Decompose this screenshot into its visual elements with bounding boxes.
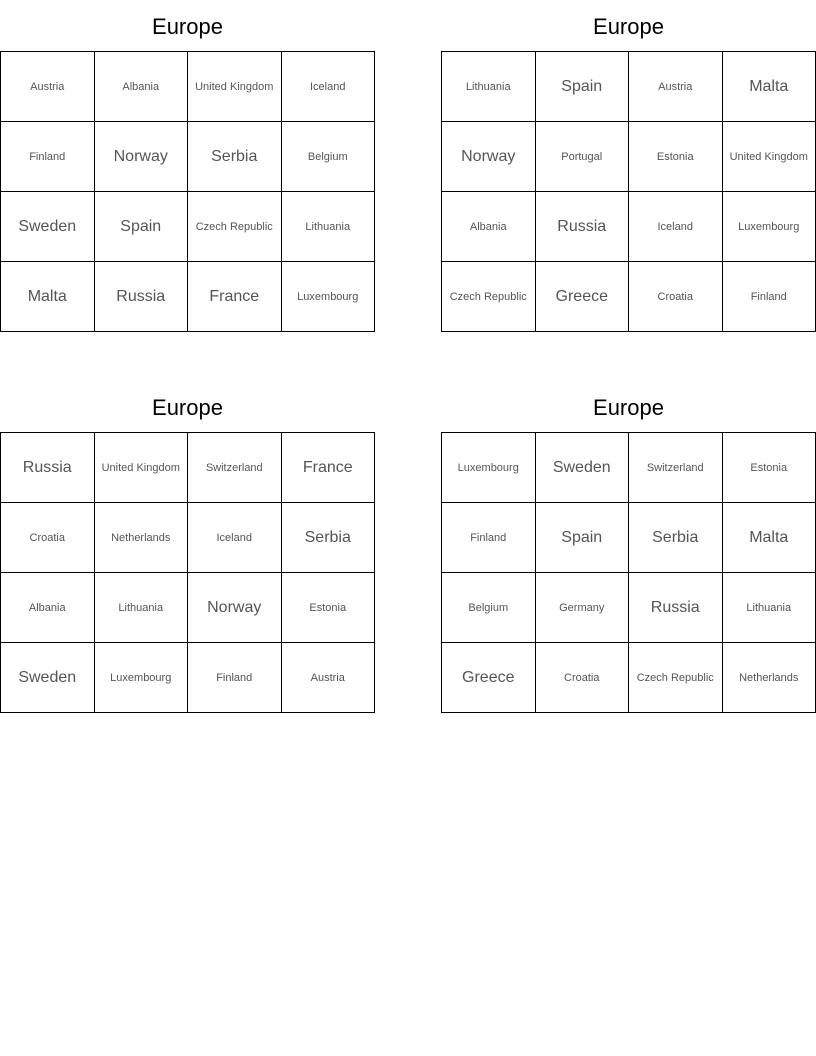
grid-cell: Serbia: [188, 122, 282, 192]
grid-row: [1, 503, 375, 573]
grid-cell: Luxembourg: [442, 433, 536, 503]
grid-row: [442, 643, 816, 713]
card-title: Europe: [152, 395, 223, 420]
grid-cell: Switzerland: [629, 433, 723, 503]
grid-row: [1, 122, 375, 192]
grid-cell: Netherlands: [94, 503, 188, 573]
grid-row: [1, 52, 375, 122]
grid-cell: Luxembourg: [281, 262, 375, 332]
card-title: Europe: [152, 14, 223, 39]
card-title: Europe: [593, 14, 664, 39]
bingo-grid: [441, 51, 816, 332]
grid-cell: Norway: [188, 573, 282, 643]
grid-cell: Greece: [535, 262, 629, 332]
grid-cell: Czech Republic: [442, 262, 536, 332]
grid-cell: Norway: [442, 122, 536, 192]
grid-cell: Sweden: [535, 433, 629, 503]
grid-cell: Croatia: [1, 503, 95, 573]
grid-row: [442, 433, 816, 503]
grid-cell: Germany: [535, 573, 629, 643]
grid-cell: Austria: [281, 643, 375, 713]
grid-row: [442, 573, 816, 643]
bingo-card-3: [0, 393, 375, 717]
grid-cell: Sweden: [1, 192, 95, 262]
card-title: Europe: [593, 395, 664, 420]
grid-cell: United Kingdom: [94, 433, 188, 503]
grid-cell: Austria: [629, 52, 723, 122]
grid-cell: Finland: [442, 503, 536, 573]
grid-cell: France: [281, 433, 375, 503]
bingo-grid: [441, 432, 816, 713]
grid-cell: Russia: [94, 262, 188, 332]
grid-cell: Czech Republic: [188, 192, 282, 262]
grid-cell: Lithuania: [722, 573, 816, 643]
grid-row: [442, 262, 816, 332]
grid-row: [1, 433, 375, 503]
grid-cell: Czech Republic: [629, 643, 723, 713]
grid-cell: Spain: [535, 503, 629, 573]
grid-cell: Luxembourg: [94, 643, 188, 713]
grid-cell: Malta: [1, 262, 95, 332]
grid-row: [1, 643, 375, 713]
grid-cell: Croatia: [535, 643, 629, 713]
grid-cell: Albania: [1, 573, 95, 643]
grid-cell: Austria: [1, 52, 95, 122]
grid-cell: Lithuania: [94, 573, 188, 643]
grid-row: [1, 192, 375, 262]
grid-row: [442, 192, 816, 262]
grid-cell: Serbia: [629, 503, 723, 573]
bingo-card-2: [441, 12, 816, 336]
grid-cell: Albania: [442, 192, 536, 262]
grid-cell: Estonia: [722, 433, 816, 503]
grid-cell: United Kingdom: [722, 122, 816, 192]
grid-row: [1, 573, 375, 643]
grid-cell: Finland: [188, 643, 282, 713]
grid-cell: Luxembourg: [722, 192, 816, 262]
grid-cell: Albania: [94, 52, 188, 122]
grid-cell: Russia: [535, 192, 629, 262]
bingo-card-1: [0, 12, 375, 336]
grid-cell: Lithuania: [442, 52, 536, 122]
grid-cell: Finland: [722, 262, 816, 332]
grid-cell: Sweden: [1, 643, 95, 713]
grid-cell: Russia: [629, 573, 723, 643]
grid-row: [442, 52, 816, 122]
grid-cell: Iceland: [188, 503, 282, 573]
grid-cell: Portugal: [535, 122, 629, 192]
grid-cell: Belgium: [281, 122, 375, 192]
bingo-grid: [0, 432, 375, 713]
grid-cell: Greece: [442, 643, 536, 713]
grid-cell: Estonia: [629, 122, 723, 192]
bingo-card-4: [441, 393, 816, 717]
grid-row: [442, 503, 816, 573]
grid-cell: Malta: [722, 52, 816, 122]
grid-cell: Belgium: [442, 573, 536, 643]
grid-cell: Netherlands: [722, 643, 816, 713]
grid-cell: Norway: [94, 122, 188, 192]
grid-cell: Lithuania: [281, 192, 375, 262]
grid-cell: France: [188, 262, 282, 332]
grid-cell: United Kingdom: [188, 52, 282, 122]
grid-cell: Iceland: [281, 52, 375, 122]
grid-cell: Spain: [94, 192, 188, 262]
grid-cell: Estonia: [281, 573, 375, 643]
grid-row: [442, 122, 816, 192]
grid-cell: Malta: [722, 503, 816, 573]
grid-cell: Croatia: [629, 262, 723, 332]
grid-cell: Finland: [1, 122, 95, 192]
grid-cell: Switzerland: [188, 433, 282, 503]
grid-cell: Iceland: [629, 192, 723, 262]
grid-row: [1, 262, 375, 332]
grid-cell: Russia: [1, 433, 95, 503]
grid-cell: Spain: [535, 52, 629, 122]
bingo-grid: [0, 51, 375, 332]
grid-cell: Serbia: [281, 503, 375, 573]
